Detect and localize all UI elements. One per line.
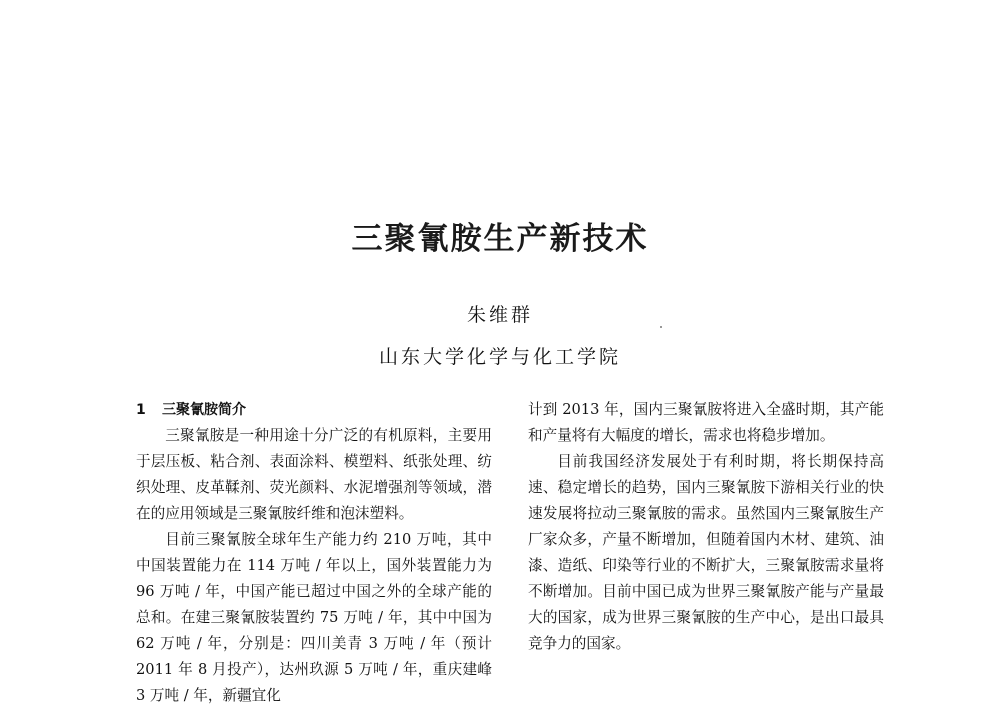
paragraph-market: 目前我国经济发展处于有利时期，将长期保持高速、稳定增长的趋势，国内三聚氰胺下游相关行业的快速发展将拉动三聚氰胺的需求。虽然国内三聚氰胺生产厂家众多，产量不断增加，但随着国内木材、建筑、油漆、造纸、印染等行业的不断扩大，三聚氰胺需求量将不断增加。目前中国已成为世界三聚氰胺产能与产量最大的国家，成为世界三聚氰胺的生产中心，是出口最具竞争力的国家。 <box>528 453 884 652</box>
left-column <box>136 397 492 709</box>
section-title: 三聚氰胺简介 <box>162 402 246 418</box>
scan-speck <box>660 326 662 328</box>
section-number: 1 <box>136 402 146 418</box>
paper-title: 三聚氰胺生产新技术 <box>351 221 649 257</box>
paragraph-continuation: 计到 2013 年，国内三聚氰胺将进入全盛时期，其产能和产量将有大幅度的增长，需求也将稳步增加。 <box>528 401 884 444</box>
section-heading <box>136 397 492 423</box>
author-affiliation: 山东大学化学与化工学院 <box>378 346 621 368</box>
author-name: 朱维群 <box>466 304 533 326</box>
paragraph-intro: 三聚氰胺是一种用途十分广泛的有机原料，主要用于层压板、粘合剂、表面涂料、模塑料、纸张处理、纺织处理、皮革鞣剂、荧光颜料、水泥增强剂等领域，潜在的应用领域是三聚氰胺纤维和泡沫塑料。 <box>136 427 492 522</box>
right-column <box>528 397 884 657</box>
paragraph-capacity: 目前三聚氰胺全球年生产能力约 210 万吨，其中中国装置能力在 114 万吨 / 年以上，国外装置能力为 96 万吨 / 年，中国产能已超过中国之外的全球产能的总和。在建三聚氰胺装置约 75 万吨 / 年，其中中国为 62 万吨 / 年，分别是：四川美青 3 万吨 / 年（预计 2011 年 8 月投产），达州玖源 5 万吨 / 年，重庆建峰 3 万吨 / 年，新疆宜化 <box>136 531 492 704</box>
